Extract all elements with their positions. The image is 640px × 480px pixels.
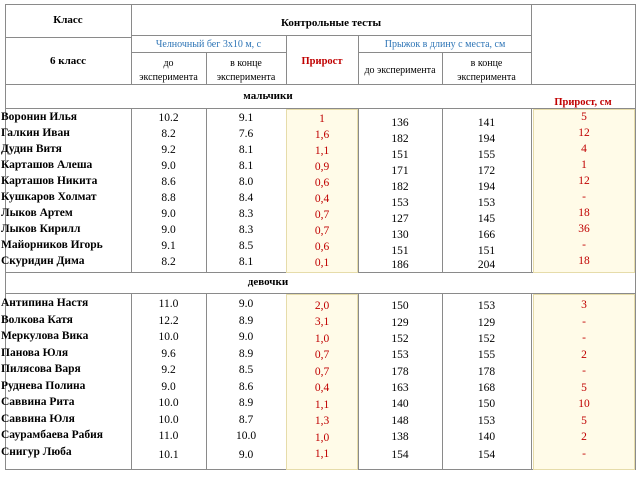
gain-value: 1,0: [314, 432, 330, 444]
header-jump-before: до эксперимента: [364, 65, 436, 76]
run-before: 8.8: [161, 192, 176, 204]
gain-value: 0,1: [314, 257, 330, 269]
jump-after: 152: [477, 333, 496, 345]
student-name: Дудин Витя: [1, 143, 62, 155]
student-name: Панова Юля: [1, 347, 69, 359]
jump-after: 153: [477, 300, 496, 312]
student-name: Антипина Настя: [1, 297, 89, 309]
jump-after: 150: [477, 398, 496, 410]
header-long-jump: Прыжок в длину с места, см: [384, 39, 506, 50]
girls-jump-gain-column: [533, 294, 635, 470]
student-name: Саурамбаева Рабия: [1, 429, 104, 441]
gain-value: -: [582, 448, 586, 460]
gain-value: -: [582, 239, 586, 251]
jump-before: 182: [391, 133, 409, 145]
boys-run-gain-column: [286, 109, 358, 273]
run-after: 9.0: [238, 331, 254, 343]
gain-value: 1,1: [314, 145, 330, 157]
header-jump-after-line1: в конце: [470, 58, 503, 69]
jump-before: 153: [391, 349, 409, 361]
header-run-gain: Прирост: [301, 56, 343, 67]
run-before: 9.2: [161, 144, 176, 156]
gain-value: 1,6: [314, 129, 330, 141]
gain-value: 3,1: [314, 316, 330, 328]
run-before: 8.2: [161, 256, 176, 268]
gain-value: 2: [581, 349, 587, 361]
header-run-before-line2: эксперимента: [139, 72, 198, 83]
run-before: 8.2: [161, 128, 176, 140]
jump-after: 178: [477, 366, 496, 378]
student-name: Саввина Юля: [1, 413, 75, 425]
gain-value: 5: [581, 415, 587, 427]
gain-value: 0,7: [314, 349, 330, 361]
run-before: 10.0: [158, 414, 179, 426]
jump-before: 150: [391, 300, 409, 312]
gain-value: 0,7: [314, 366, 330, 378]
jump-before: 127: [391, 213, 409, 225]
jump-before: 138: [391, 431, 409, 443]
gain-value: -: [582, 191, 586, 203]
gain-value: 2: [581, 431, 587, 443]
run-after: 8.9: [238, 315, 254, 327]
gain-value: 0,6: [314, 177, 330, 189]
gain-value: -: [582, 332, 586, 344]
run-after: 8.7: [238, 414, 254, 426]
run-after: 8.1: [238, 160, 254, 172]
jump-before: 151: [391, 149, 409, 161]
gain-value: 1,1: [314, 399, 330, 411]
run-after: 8.5: [238, 364, 254, 376]
student-name: Пилясова Варя: [1, 363, 81, 375]
run-before: 9.0: [161, 381, 176, 393]
gain-value: 1,0: [314, 333, 330, 345]
student-name: Лыков Кирилл: [1, 223, 81, 235]
header-divider-tests: [131, 35, 531, 36]
jump-after: 154: [477, 449, 496, 461]
gain-value: 5: [581, 111, 587, 123]
run-after: 8.4: [238, 192, 254, 204]
run-before: 9.1: [161, 240, 176, 252]
jump-after: 166: [477, 229, 496, 241]
jump-before: 154: [391, 449, 409, 461]
header-run-after-line1: в конце: [230, 58, 262, 69]
header-run-after-line2: эксперимента: [216, 72, 276, 83]
jump-after: 172: [477, 165, 496, 177]
header-divider-shuttle: [131, 52, 286, 53]
gain-value: 0,6: [314, 241, 330, 253]
header-run-before-line1: до: [163, 58, 174, 69]
run-after: 8.3: [238, 208, 254, 220]
jump-before: 140: [391, 398, 409, 410]
gain-value: 0,9: [314, 161, 330, 173]
table-border-right: [635, 4, 636, 470]
table-border-top: [5, 4, 635, 5]
header-control-tests: Контрольные тесты: [280, 17, 382, 29]
jump-before: 171: [391, 165, 409, 177]
run-after: 9.0: [238, 298, 254, 310]
section-boys: мальчики: [243, 90, 293, 102]
header-divider-class: [5, 37, 131, 38]
gain-value: 0,7: [314, 225, 330, 237]
jump-before: 153: [391, 197, 409, 209]
jump-before: 163: [391, 382, 409, 394]
girls-run-gain-column: [286, 294, 358, 470]
student-name: Майорников Игорь: [1, 239, 103, 251]
jump-after: 141: [477, 117, 496, 129]
run-after: 9.0: [238, 449, 254, 461]
jump-before: 151: [391, 245, 409, 257]
student-name: Меркулова Вика: [1, 330, 89, 342]
gain-value: 18: [578, 207, 590, 219]
run-before: 10.1: [158, 449, 179, 461]
run-before: 11.0: [158, 298, 179, 310]
student-name: Галкин Иван: [1, 127, 70, 139]
jump-before: 148: [391, 415, 409, 427]
gain-value: 1,3: [314, 415, 330, 427]
jump-before: 178: [391, 366, 409, 378]
section-girls: девочки: [247, 276, 289, 288]
col-divider-gaincm-boys: [531, 108, 532, 273]
run-before: 9.6: [161, 348, 176, 360]
boys-jump-gain-column: [533, 109, 635, 273]
header-divider-jump: [358, 52, 532, 53]
run-before: 8.6: [161, 176, 176, 188]
gain-value: 10: [578, 398, 590, 410]
header-grade: 6 класс: [49, 55, 87, 67]
run-before: 9.0: [161, 208, 176, 220]
student-name: Скуридин Дима: [1, 255, 85, 267]
header-class: Класс: [53, 14, 83, 26]
run-before: 12.2: [158, 315, 179, 327]
run-after: 8.6: [238, 381, 254, 393]
gain-value: -: [582, 365, 586, 377]
run-after: 9.1: [238, 112, 254, 124]
gain-value: 1: [319, 113, 325, 125]
gain-value: 0,7: [314, 209, 330, 221]
header-jump-after-line2: эксперимента: [457, 72, 516, 83]
jump-before: 129: [391, 317, 409, 329]
jump-before: 186: [391, 259, 409, 271]
jump-after: 194: [477, 133, 496, 145]
jump-after: 194: [477, 181, 496, 193]
gain-value: 4: [581, 143, 587, 155]
gain-value: 1,1: [314, 448, 330, 460]
jump-after: 155: [477, 149, 496, 161]
gain-value: 0,4: [314, 193, 330, 205]
jump-after: 129: [477, 317, 496, 329]
run-before: 11.0: [158, 430, 179, 442]
header-shuttle-run: Челночный бег 3х10 м, с: [155, 39, 262, 50]
jump-before: 152: [391, 333, 409, 345]
gain-value: 1: [581, 159, 587, 171]
student-name: Снигур Люба: [1, 446, 72, 458]
gain-value: 36: [578, 223, 590, 235]
jump-after: 168: [477, 382, 496, 394]
gain-value: 18: [578, 255, 590, 267]
run-after: 7.6: [238, 128, 254, 140]
gain-value: -: [582, 316, 586, 328]
run-after: 10.0: [235, 430, 257, 442]
student-name: Руднева Полина: [1, 380, 86, 392]
col-divider-gaincm-girls: [531, 293, 532, 470]
jump-after: 155: [477, 349, 496, 361]
gain-value: 12: [578, 127, 590, 139]
student-name: Волкова Катя: [1, 314, 73, 326]
run-before: 10.2: [158, 112, 179, 124]
header-bottom: [5, 84, 635, 85]
jump-before: 136: [391, 117, 409, 129]
gain-value: 3: [581, 299, 587, 311]
gain-value: 2,0: [314, 300, 330, 312]
jump-after: 151: [477, 245, 496, 257]
run-before: 10.0: [158, 331, 179, 343]
jump-after: 153: [477, 197, 496, 209]
run-after: 8.5: [238, 240, 254, 252]
run-before: 9.0: [161, 160, 176, 172]
run-after: 8.9: [238, 348, 254, 360]
run-before: 10.0: [158, 397, 179, 409]
jump-after: 204: [477, 259, 496, 271]
gain-value: 0,4: [314, 382, 330, 394]
student-name: Карташов Алеша: [1, 159, 93, 171]
student-name: Лыков Артем: [1, 207, 73, 219]
gain-value: 12: [578, 175, 590, 187]
run-after: 8.3: [238, 224, 254, 236]
run-after: 8.0: [238, 176, 254, 188]
run-after: 8.9: [238, 397, 254, 409]
run-after: 8.1: [238, 256, 254, 268]
jump-after: 140: [477, 431, 496, 443]
run-before: 9.2: [161, 364, 176, 376]
run-before: 9.0: [161, 224, 176, 236]
student-name: Карташов Никита: [1, 175, 98, 187]
student-name: Воронин Илья: [1, 111, 78, 123]
student-name: Кушкаров Холмат: [1, 191, 97, 203]
gain-value: 5: [581, 382, 587, 394]
jump-before: 182: [391, 181, 409, 193]
run-after: 8.1: [238, 144, 254, 156]
jump-before: 130: [391, 229, 409, 241]
student-name: Саввина Рита: [1, 396, 75, 408]
jump-after: 153: [477, 415, 496, 427]
header-jump-gain-cm: Прирост, см: [554, 97, 612, 108]
jump-after: 145: [477, 213, 496, 225]
